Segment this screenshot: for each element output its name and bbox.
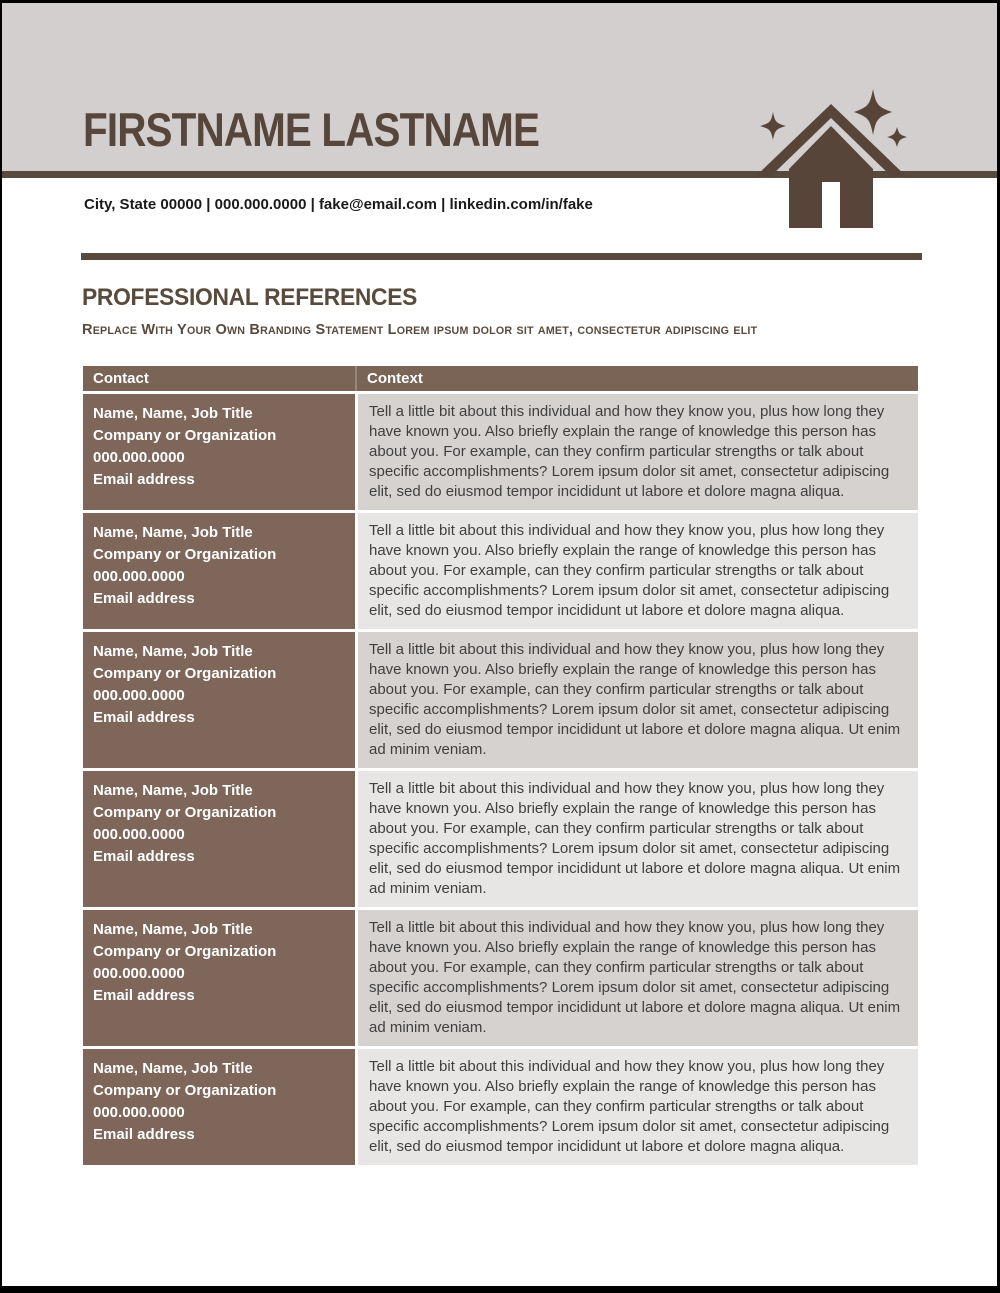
reference-contact-cell <box>83 1049 355 1165</box>
reference-phone: 000.000.0000 <box>93 826 185 843</box>
reference-company: Company or Organization <box>93 943 277 960</box>
reference-email: Email address <box>93 709 195 726</box>
sparkle-icon <box>854 89 892 135</box>
reference-name: Name, Name, Job Title <box>93 405 253 422</box>
reference-contact-cell <box>83 910 355 1046</box>
table-row <box>83 771 918 907</box>
reference-phone: 000.000.0000 <box>93 1104 185 1121</box>
table-row <box>83 632 918 768</box>
reference-email: Email address <box>93 590 195 607</box>
reference-context-cell: Tell a little bit about this individual and how they know you, plus how long they have known you. Also briefly explain the range of knowledge this person has about you. For example, can they confirm particular strengths or talk about specific accomplishments? Lorem ipsum dolor sit amet, consectetur adipiscing elit, sed do eiusmod tempor incididunt ut labore et dolore magna aliqua. Ut enim ad minim veniam. <box>358 632 918 768</box>
contact-info-line: City, State 00000 | 000.000.0000 | fake@email.com | linkedin.com/in/fake <box>84 196 593 213</box>
reference-company: Company or Organization <box>93 804 277 821</box>
table-row <box>83 394 918 510</box>
reference-email: Email address <box>93 848 195 865</box>
reference-contact-cell <box>83 632 355 768</box>
reference-name: Name, Name, Job Title <box>93 921 253 938</box>
branding-statement: Replace With Your Own Branding Statement Lorem ipsum dolor sit amet, consectetur adipiscing elit <box>82 321 758 338</box>
sparkle-icon <box>887 127 907 147</box>
reference-context-cell: Tell a little bit about this individual and how they know you, plus how long they have known you. Also briefly explain the range of knowledge this person has about you. For example, can they confirm particular strengths or talk about specific accomplishments? Lorem ipsum dolor sit amet, consectetur adipiscing elit, sed do eiusmod tempor incididunt ut labore et dolore magna aliqua. <box>358 394 918 510</box>
table-row <box>83 513 918 629</box>
resume-page <box>2 3 997 1286</box>
reference-name: Name, Name, Job Title <box>93 524 253 541</box>
reference-phone: 000.000.0000 <box>93 449 185 466</box>
table-row <box>83 910 918 1046</box>
column-header-contact: Contact <box>93 370 149 387</box>
reference-context-cell: Tell a little bit about this individual and how they know you, plus how long they have known you. Also briefly explain the range of knowledge this person has about you. For example, can they confirm particular strengths or talk about specific accomplishments? Lorem ipsum dolor sit amet, consectetur adipiscing elit, sed do eiusmod tempor incididunt ut labore et dolore magna aliqua. Ut enim ad minim veniam. <box>358 771 918 907</box>
reference-name: Name, Name, Job Title <box>93 1060 253 1077</box>
column-header-context: Context <box>355 366 918 391</box>
reference-context-cell: Tell a little bit about this individual and how they know you, plus how long they have known you. Also briefly explain the range of knowledge this person has about you. For example, can they confirm particular strengths or talk about specific accomplishments? Lorem ipsum dolor sit amet, consectetur adipiscing elit, sed do eiusmod tempor incididunt ut labore et dolore magna aliqua. <box>358 513 918 629</box>
reference-company: Company or Organization <box>93 1082 277 1099</box>
sparkling-house-icon <box>750 85 920 235</box>
section-title: PROFESSIONAL REFERENCES <box>82 284 418 311</box>
reference-contact-cell <box>83 394 355 510</box>
sparkle-icon <box>760 112 786 140</box>
reference-email: Email address <box>93 987 195 1004</box>
reference-company: Company or Organization <box>93 546 277 563</box>
reference-phone: 000.000.0000 <box>93 965 185 982</box>
reference-phone: 000.000.0000 <box>93 687 185 704</box>
page-title: FIRSTNAME LASTNAME <box>83 103 540 156</box>
reference-name: Name, Name, Job Title <box>93 643 253 660</box>
divider-rule <box>81 253 922 260</box>
references-table <box>83 366 918 1165</box>
table-row <box>83 1049 918 1165</box>
reference-email: Email address <box>93 471 195 488</box>
reference-company: Company or Organization <box>93 665 277 682</box>
reference-email: Email address <box>93 1126 195 1143</box>
reference-company: Company or Organization <box>93 427 277 444</box>
reference-phone: 000.000.0000 <box>93 568 185 585</box>
reference-name: Name, Name, Job Title <box>93 782 253 799</box>
reference-contact-cell <box>83 513 355 629</box>
table-header-row <box>83 366 918 391</box>
reference-context-cell: Tell a little bit about this individual and how they know you, plus how long they have known you. Also briefly explain the range of knowledge this person has about you. For example, can they confirm particular strengths or talk about specific accomplishments? Lorem ipsum dolor sit amet, consectetur adipiscing elit, sed do eiusmod tempor incididunt ut labore et dolore magna aliqua. <box>358 1049 918 1165</box>
reference-context-cell: Tell a little bit about this individual and how they know you, plus how long they have known you. Also briefly explain the range of knowledge this person has about you. For example, can they confirm particular strengths or talk about specific accomplishments? Lorem ipsum dolor sit amet, consectetur adipiscing elit, sed do eiusmod tempor incididunt ut labore et dolore magna aliqua. Ut enim ad minim veniam. <box>358 910 918 1046</box>
reference-contact-cell <box>83 771 355 907</box>
